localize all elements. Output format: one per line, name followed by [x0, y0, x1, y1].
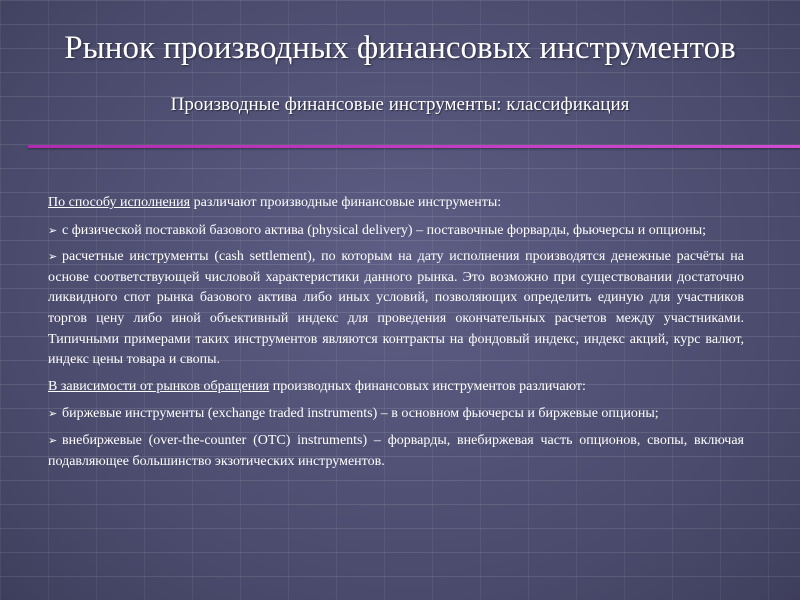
- list-item: [48, 247, 744, 371]
- section1-heading-rest: различают производные финансовые инструменты:: [190, 195, 502, 210]
- list-item: [48, 431, 744, 472]
- slide-title: Рынок производных финансовых инструментов: [64, 30, 736, 66]
- list-item-text: внебиржевые (over-the-counter (OTC) instruments) – форварды, внебиржевая часть опционов, свопы, включая подавляющее большинство экзотических инструментов.: [48, 432, 744, 469]
- section2-heading-rest: производных финансовых инструментов различают:: [269, 378, 586, 394]
- section2-heading: [48, 377, 744, 398]
- arrowhead-bullet-icon: ➢: [48, 224, 58, 237]
- list-item: [48, 221, 744, 242]
- arrowhead-bullet-icon: ➢: [48, 434, 58, 447]
- section2-heading-underlined: В зависимости от рынков обращения: [48, 378, 270, 394]
- arrowhead-bullet-icon: ➢: [48, 251, 58, 264]
- list-item-text: биржевые инструменты (exchange traded instruments) – в основном фьючерсы и биржевые опционы;: [62, 406, 659, 422]
- slide-subtitle: Производные финансовые инструменты: классификация: [170, 94, 630, 115]
- arrowhead-bullet-icon: ➢: [48, 408, 58, 421]
- section1-heading: [48, 193, 744, 214]
- slide-body: [48, 193, 744, 478]
- list-item-text: с физической поставкой базового актива (physical delivery) – поставочные форварды, фьючерсы и опционы;: [62, 222, 707, 238]
- section1-heading-underlined: По способу исполнения: [48, 195, 191, 210]
- list-item: [48, 404, 744, 425]
- title-divider: [28, 145, 800, 148]
- list-item-text: расчетные инструменты (cash settlement), по которым на дату исполнения производятся денежные расчёты на основе соответствующей числовой характеристики данного рынка. Это возможно при существовании достаточно ликвидного спот рынка базового актива либо иных условий, позволяющих определить единую для участников торгов цену либо иной объективный индекс для проведения окончательных расчетов между участниками. Типичными примерами таких инструментов являются контракты на фондовый индекс, индекс акций, курс валют, индекс цены товара и свопы.: [48, 249, 744, 368]
